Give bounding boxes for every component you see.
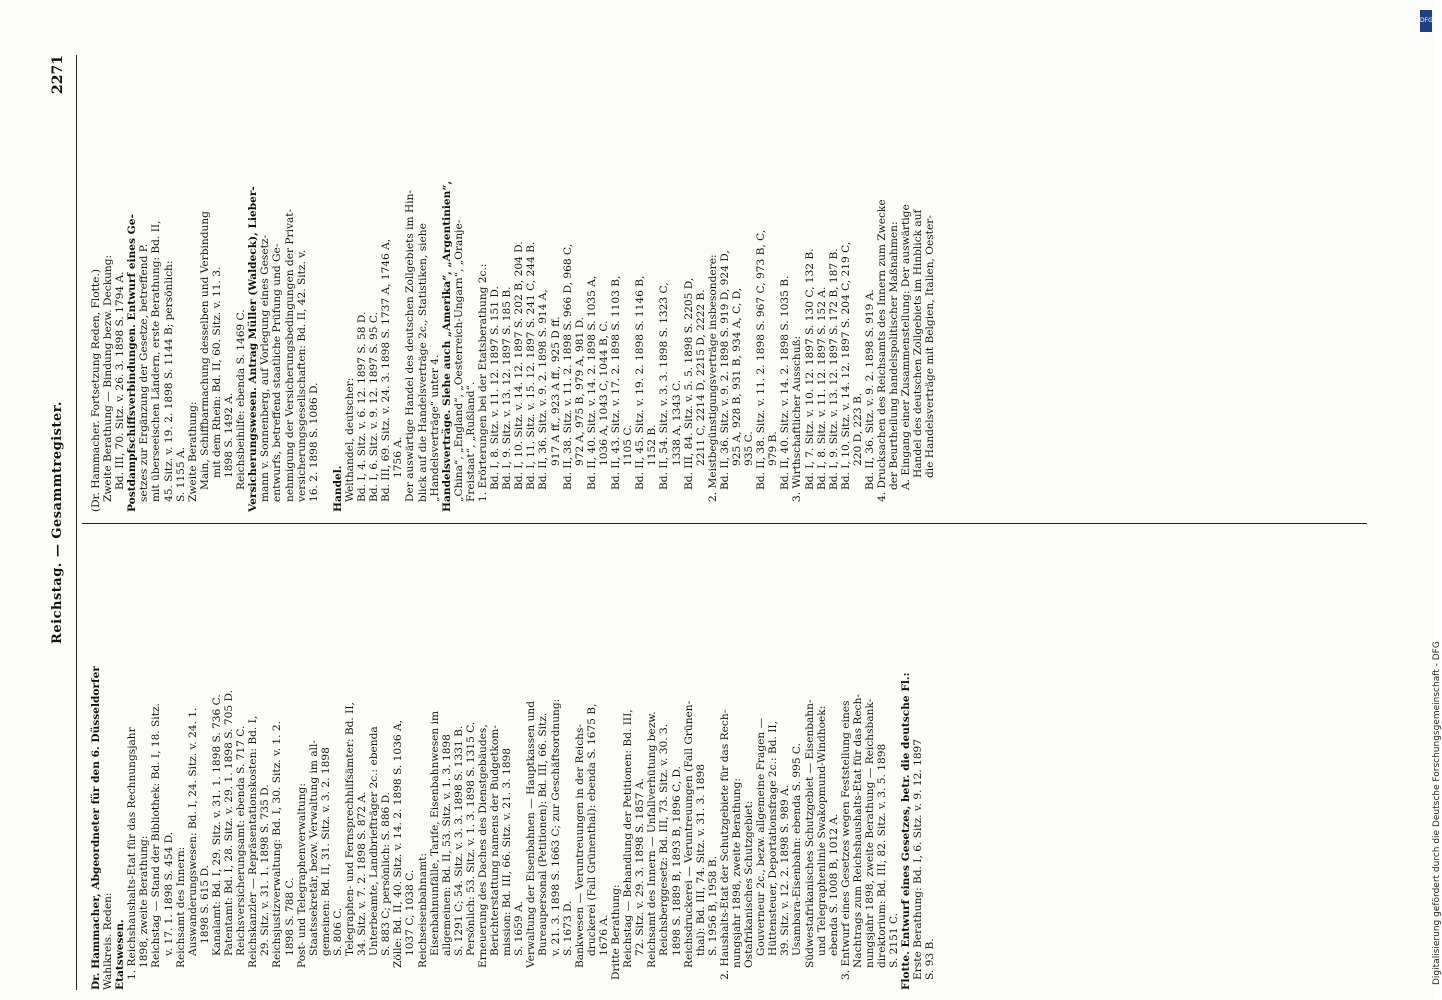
column-divider: [82, 523, 1367, 524]
index-line: 1898, zweite Berathung:: [138, 835, 151, 968]
index-line: Flotte. Entwurf eines Gesetzes, betr. die deutsche Fl.:: [900, 672, 913, 990]
index-line: Bd. I, 11. Sitz. v. 15. 12. 1897 S. 241 C, 244 B.: [525, 241, 538, 490]
index-line: Hüttensteuer, Deportationsfrage 2c.: Bd. II,: [767, 721, 780, 956]
index-line: Kanalamt: Bd. I, 29. Sitz. v. 31. 1. 1898 S. 736 C.: [210, 694, 223, 956]
index-line: Dr. Hammacher, Abgeordneter für den 6. Düsseldorfer: [90, 666, 102, 990]
index-line: direktorium: Bd. III, 82. Sitz. v. 3. 5. 1898: [876, 743, 889, 968]
index-line: 16. 2. 1898 S. 1086 D.: [307, 382, 320, 502]
index-line: setzes zur Ergänzung der Gesetze, betreffend P.: [138, 243, 151, 502]
index-line: Dritte Berathung:: [610, 884, 623, 980]
index-line: Bd. I, 9. Sitz. v. 13. 12. 1897 S. 172 B, 187 B.: [827, 248, 840, 490]
index-line: S. 1155 A.: [174, 447, 187, 502]
index-line: Telegraphen- und Fernsprechhilfsämter: Bd. II,: [343, 702, 356, 956]
index-line: mann v. Sonnenberg, auf Vorlegung eines Gesetz-: [259, 234, 272, 502]
index-line: Reichskanzler — Repräsentationskosten: Bd. I,: [247, 715, 260, 968]
index-line: Handel des deutschen Zollgebiets im Hinblick auf: [912, 209, 925, 478]
index-line: nungsjahr 1898, zweite Berathung — Reichsbank-: [864, 698, 876, 968]
index-line: Versicherungswesen. Antrag Müller (Waldeck), Lieber-: [247, 186, 260, 512]
index-line: blick auf die Handelsverträge 2c., Statistiken, siehe: [416, 223, 429, 502]
index-line: Erste Berathung: Bd. I, 6. Sitz. v. 9. 12. 1897: [912, 738, 925, 980]
index-line: Bd. I, 10. Sitz. v. 14. 12. 1897 S. 202 B, 204 D.: [513, 241, 526, 490]
index-line: Bankwesen — Veruntreuungen in der Reichs-: [573, 724, 586, 968]
index-line: 1105 C.: [622, 424, 635, 466]
index-line: Main, Schiffbarmachung desselben und Verbindung: [198, 211, 211, 490]
index-line: Auswanderungswesen: Bd. I, 24. Sitz. v. 24. 1.: [186, 707, 199, 956]
index-line: Reichseisenbahnamt:: [416, 853, 429, 968]
index-line: Erneuerung des Daches des Dienstgebäudes,: [477, 724, 489, 968]
index-line: S. 1956 B, 1958 B.: [706, 856, 719, 956]
rotated-register-page: [46, 55, 1376, 990]
index-line: Zweite Berathung — Bindung bezw. Deckung:: [102, 254, 115, 502]
index-line: 34. Sitz. v. 7. 2. 1898 S. 872 A.: [356, 791, 369, 956]
index-line: 1. Erörterungen bei der Etatsberathung 2c.:: [477, 263, 489, 502]
index-line: druckerei (Fall Grünenthal): ebenda S. 1675 B,: [585, 703, 598, 956]
index-line: Bd. II, 40. Sitz. v. 14. 2. 1898 S. 1035 A,: [585, 275, 598, 490]
index-line: Bd. I, 10. Sitz. v. 14. 12. 1897 S. 204 C, 219 C,: [839, 241, 852, 490]
index-line: Handelsverträge. Siehe auch „Amerika“, „Argentinien“,: [440, 180, 453, 512]
digitization-credit: [1418, 10, 1442, 990]
index-line: Freistaat“, „Rußland“.: [464, 381, 477, 502]
index-line: S. 883 C; persönlich: S. 886 D.: [380, 791, 393, 956]
index-line: 2211 C, 2214 D, 2215 D, 2222 B.: [694, 289, 707, 466]
index-line: 45. Sitz. v. 19. 2. 1898 S. 1144 B; persönlich:: [162, 260, 175, 502]
page-header: [46, 55, 86, 990]
index-line: mit dem Rhein: Bd. II, 60. Sitz. v. 11. 3.: [210, 266, 223, 478]
index-line: Der auswärtige Handel des deutschen Zollgebiets im Hin-: [404, 190, 417, 502]
running-title: Reichstag. — Gesammtregister.: [50, 401, 65, 644]
index-line: 1. Reichshaushalts-Etat für das Rechnungsjahr: [126, 727, 139, 980]
index-line: 1676 A.: [597, 914, 610, 956]
index-line: Bd. II, 38. Sitz. v. 11. 2. 1898 S. 967 C, 973 B, C,: [755, 229, 768, 490]
index-line: 4. Drucksachen des Reichsamts des Innern zum Zwecke: [876, 199, 889, 502]
index-line: Reichsamt des Innern — Unfallverhütung bezw.: [646, 711, 659, 968]
index-line: A. Eingang einer Zusammenstellung: Der auswärtige: [900, 204, 913, 490]
index-line: Bd. I, 7. Sitz. v. 10. 12. 1897 S. 130 C, 132 B.: [803, 248, 816, 490]
index-line: Reichsberggesetz: Bd. III, 73. Sitz. v. 30. 3.: [658, 723, 671, 956]
index-line: v. 17. 1. 1898 S. 454 D.: [162, 831, 175, 956]
index-line: Bd. I, 4. Sitz. v. 6. 12. 1897 S. 58 D.: [356, 311, 369, 502]
index-line: nungsjahr 1898, zweite Berathung:: [730, 778, 743, 968]
index-line: Usambara-Eisenbahn: ebenda S. 995 C.: [791, 742, 804, 956]
index-line: 1898 S. 1889 B, 1893 B, 1896 C, D.: [670, 766, 683, 956]
index-line: „China“, „England“, „Oesterreich-Ungarn“, „Oranje-: [452, 219, 465, 502]
index-line: Bd. II, 40. Sitz. v. 14. 2. 1898 S. 1035 B.: [779, 275, 792, 490]
index-line: „Handelsverträge“ unter 4.: [428, 354, 441, 502]
index-line: Bd. II, 54. Sitz. v. 3. 3. 1898 S. 1323 C,: [658, 282, 671, 490]
index-line: (Dr. Hammacher. Fortsetzung Reden, Flotte.): [90, 269, 102, 512]
index-line: Post- und Telegraphenverwaltung:: [295, 783, 308, 968]
index-line: 29. Sitz. v. 31. 1. 1898 S. 735 D.: [259, 784, 272, 956]
index-line: und Telegraphenlinie Swakopmund-Windhoek:: [815, 705, 828, 956]
index-line: Bd. II, 45. Sitz. v. 19. 2. 1898 S. 1146 B,: [634, 275, 647, 490]
index-line: ebenda S. 1008 B, 1012 A.: [827, 813, 840, 956]
index-line: 1898 S. 788 C.: [283, 877, 296, 956]
index-line: 2. Haushalts-Etat der Schutzgebiete für das Rech-: [718, 709, 731, 980]
index-line: [320, 62, 332, 512]
left-column: [90, 540, 937, 990]
index-line: Zweite Berathung:: [186, 401, 199, 502]
index-line: Bureaupersonal (Petitionen): Bd. III, 66. Sitz.: [537, 712, 550, 956]
index-line: mission: Bd. III, 66. Sitz. v. 21. 3. 1898: [501, 748, 514, 956]
index-line: Nachtrags zum Reichshaushalts-Etat für das Rech-: [851, 694, 864, 968]
index-line: S. 806 C.: [331, 907, 344, 956]
index-line: mit überseeischen Ländern, erste Berathung: Bd. II,: [150, 220, 163, 502]
index-line: Reichsdruckerei — Veruntreuungen (Fall Grünen-: [682, 700, 695, 968]
index-line: 1898 S. 1492 A.: [223, 392, 236, 478]
index-line: Berichterstattung namens der Budgetkom-: [489, 725, 502, 956]
index-line: gemeinen: Bd. II, 31. Sitz. v. 3. 2. 1898: [319, 747, 332, 956]
index-line: 1898 S. 615 D.: [198, 864, 211, 944]
index-line: 925 A, 928 B, 931 B, 934 A, C, D,: [730, 287, 743, 466]
index-line: 972 A, 975 B, 979 A, 981 D.: [573, 316, 586, 466]
index-line: Gouverneur 2c., bezw. allgemeine Fragen —: [755, 717, 768, 956]
index-line: Bd. I, 8. Sitz. v. 11. 12. 1897 S. 152 A.: [815, 286, 828, 490]
index-line: Bd. II, 36. Sitz. v. 9. 2. 1898 S. 919 A.: [864, 289, 876, 490]
index-line: Ostafrikanisches Schutzgebiet:: [743, 800, 756, 968]
index-line: 3. Wirthschaftlicher Ausschuß:: [791, 335, 804, 502]
index-line: thal): Bd. III, 74. Sitz. v. 31. 3. 1898: [694, 764, 707, 956]
index-line: Welthandel, deutscher:: [343, 377, 356, 502]
index-line: S. 93 B.: [924, 938, 937, 980]
index-line: 39. Sitz. v. 12. 2. 1898 S. 989 A.: [779, 784, 792, 956]
index-line: Bd. II, 36. Sitz. v. 9. 2. 1898 S. 919 D, 924 D,: [718, 250, 731, 490]
index-line: 1756 A.: [392, 436, 405, 478]
index-line: Südwestafrikanisches Schutzgebiet — Eisenbahn-: [803, 699, 816, 968]
index-line: 935 C.: [743, 431, 756, 466]
index-line: allgemeinen: Bd. II, 53. Sitz. v. 1. 3. 1898: [440, 734, 453, 956]
index-line: Postdampfschiffsverbindungen. Entwurf eines Ge-: [126, 214, 139, 512]
index-line: entwurfs, betreffend staatliche Prüfung und Ge-: [271, 243, 284, 502]
index-line: Bd. II, 43. Sitz. v. 17. 2. 1898 S. 1103 B,: [610, 275, 623, 490]
right-column: [90, 62, 937, 512]
index-line: Reichsversicherungsamt: ebenda S. 717 C.: [235, 725, 248, 956]
index-line: Patentamt: Bd. I, 28. Sitz. v. 29. 1. 1898 S. 705 D.: [223, 690, 236, 956]
index-line: Etatswesen.: [114, 919, 127, 990]
index-line: versicherungsgesellschaften: Bd. II, 42. Sitz. v.: [295, 249, 308, 502]
index-line: Bd. III, 84. Sitz. v. 5. 5. 1898 S. 2205 D,: [682, 277, 695, 490]
index-line: Reichsbeihilfe: ebenda S. 1469 C.: [235, 309, 248, 490]
index-line: 979 B.: [767, 431, 780, 466]
index-line: Reichstag — Behandlung der Petitionen: Bd. III,: [622, 709, 635, 968]
header-rule: [76, 55, 77, 990]
index-line: Bd. I, 6. Sitz. v. 9. 12. 1897 S. 95 C.: [368, 312, 381, 502]
index-line: die Handelsverträge mit Belgien, Italien, Oester-: [924, 215, 937, 478]
index-line: S. 2151 C.: [888, 912, 901, 968]
index-line: Staatssekretär, bezw. Verwaltung im all-: [307, 740, 320, 956]
index-line: S. 1291 C; 54. Sitz. v. 3. 3. 1898 S. 1331 B.: [452, 725, 465, 956]
index-line: Bd. III, 70. Sitz. v. 26. 3. 1898 S. 1794 A.: [114, 271, 127, 490]
index-line: Bd. I, 8. Sitz. v. 11. 12. 1897 S. 151 D.: [489, 286, 502, 490]
index-line: 1338 A, 1343 C.: [670, 379, 683, 466]
index-line: 220 D, 223 B.: [851, 392, 864, 466]
index-line: Handel.: [331, 465, 344, 512]
index-line: 1037 C, 1038 C.: [404, 869, 417, 956]
index-line: Unterbeamte, Landbriefträger 2c.: ebenda: [368, 726, 381, 956]
page-number: 2271: [50, 55, 66, 94]
credit-text: Digitalisierung gefördert durch die Deutsche Forschungsgemeinschaft - DFG: [1432, 641, 1442, 985]
index-line: v. 21. 3. 1898 S. 1663 C; zur Geschäftsordnung:: [549, 698, 562, 956]
index-line: Reichsamt des Innern:: [174, 846, 187, 968]
index-line: Persönlich: 53. Sitz. v. 1. 3. 1898 S. 1315 C.: [464, 721, 477, 956]
index-line: Bd. I, 9. Sitz. v. 13. 12. 1897 S. 185 B.: [501, 286, 514, 490]
dfg-logo: DFG: [1420, 10, 1432, 32]
index-line: 2. Meistbegünstigungsverträge insbesondere:: [706, 254, 719, 502]
index-line: S. 1659 A.: [513, 901, 526, 956]
index-line: 1152 B.: [646, 424, 659, 466]
index-line: 917 A ff., 923 A ff., 925 D ff.: [549, 316, 562, 466]
index-line: Bd. III, 69. Sitz. v. 24. 3. 1898 S. 1737 A, 1746 A,: [380, 238, 393, 502]
index-line: 3. Entwurf eines Gesetzes wegen Feststellung eines: [839, 700, 852, 980]
index-line: Zölle: Bd. II, 40. Sitz. v. 14. 2. 1898 S. 1036 A,: [392, 719, 405, 968]
index-line: der Beurtheilung handelspolitischer Maßnahmen:: [888, 221, 901, 490]
index-line: Reichsjustizverwaltung: Bd. I, 30. Sitz. v. 1. 2.: [271, 720, 284, 968]
index-line: Bd. II, 38. Sitz. v. 11. 2. 1898 S. 966 D, 968 C,: [561, 243, 574, 490]
index-line: 1036 A, 1043 C, 1044 B, C.: [597, 320, 610, 466]
index-line: Wahlkreis. Reden:: [102, 892, 115, 990]
index-line: Verwaltung der Eisenbahnen — Hauptkassen und: [525, 700, 538, 968]
index-line: Bd. II, 36. Sitz. v. 9. 2. 1898 S. 914 A,: [537, 289, 550, 490]
index-line: nehmigung der Versicherungsbedingungen der Privat-: [283, 208, 296, 502]
index-line: 72. Sitz. v. 29. 3. 1898 S. 1857 A.: [634, 778, 647, 956]
index-line: S. 1673 D.: [561, 900, 574, 956]
index-line: Reichstag — Stand der Bibliothek: Bd. I, 18. Sitz.: [150, 703, 163, 968]
index-line: Eisenbahnunfälle, Tarife, Eisenbahnwesen im: [428, 710, 441, 956]
